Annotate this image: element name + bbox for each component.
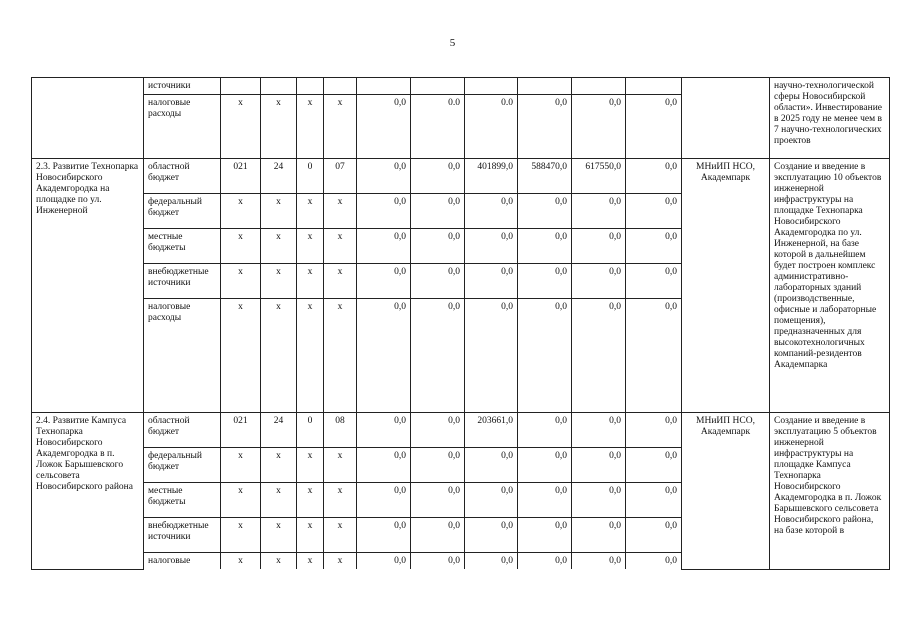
amount-cell: 0,0 bbox=[572, 518, 626, 553]
budget-code-cell: х bbox=[221, 299, 261, 413]
budget-code-cell: 021 bbox=[221, 413, 261, 448]
budget-code-cell: 24 bbox=[261, 159, 297, 194]
amount-cell: 0,0 bbox=[465, 299, 518, 413]
budget-code-cell: 0 bbox=[297, 413, 324, 448]
amount-cell: 0,0 bbox=[411, 229, 465, 264]
amount-cell: 0,0 bbox=[626, 483, 682, 518]
amount-cell: 0,0 bbox=[411, 413, 465, 448]
executor-cell: МНиИП НСО, Академпарк bbox=[682, 413, 770, 570]
amount-cell bbox=[411, 78, 465, 95]
budget-code-cell: х bbox=[324, 518, 357, 553]
funding-source: налоговые расходы bbox=[144, 95, 221, 159]
budget-code-cell: х bbox=[297, 229, 324, 264]
amount-cell: 0,0 bbox=[572, 483, 626, 518]
table-row bbox=[32, 413, 890, 448]
budget-code-cell: х bbox=[324, 299, 357, 413]
amount-cell: 0,0 bbox=[626, 159, 682, 194]
funding-table bbox=[31, 77, 890, 570]
budget-code-cell: х bbox=[261, 299, 297, 413]
expected-result-cell: научно-технологической сферы Новосибирской области». Инвестирование в 2025 году не менее чем в 7 научно-технологических проектов bbox=[770, 78, 890, 159]
amount-cell: 0,0 bbox=[465, 194, 518, 229]
table-row bbox=[32, 78, 890, 95]
executor-cell bbox=[682, 78, 770, 159]
amount-cell bbox=[518, 78, 572, 95]
budget-code-cell: х bbox=[261, 553, 297, 570]
funding-source: федеральный бюджет bbox=[144, 448, 221, 483]
funding-source: местные бюджеты bbox=[144, 229, 221, 264]
amount-cell: 0,0 bbox=[626, 553, 682, 570]
amount-cell: 0,0 bbox=[572, 553, 626, 570]
budget-code-cell: х bbox=[297, 299, 324, 413]
amount-cell: 0,0 bbox=[518, 518, 572, 553]
amount-cell: 0,0 bbox=[626, 518, 682, 553]
budget-code-cell: х bbox=[221, 518, 261, 553]
amount-cell: 0,0 bbox=[518, 229, 572, 264]
budget-code-cell bbox=[221, 78, 261, 95]
amount-cell: 0,0 bbox=[518, 194, 572, 229]
funding-source: налоговые расходы bbox=[144, 299, 221, 413]
amount-cell: 0,0 bbox=[518, 95, 572, 159]
budget-code-cell: 0 bbox=[297, 159, 324, 194]
budget-code-cell: х bbox=[261, 264, 297, 299]
amount-cell: 0,0 bbox=[357, 553, 411, 570]
budget-code-cell bbox=[261, 78, 297, 95]
budget-code-cell: х bbox=[261, 95, 297, 159]
budget-code-cell bbox=[324, 78, 357, 95]
table-row bbox=[32, 159, 890, 194]
amount-cell: 0,0 bbox=[411, 264, 465, 299]
funding-source: внебюджетные источники bbox=[144, 518, 221, 553]
amount-cell: 0,0 bbox=[357, 483, 411, 518]
budget-code-cell: х bbox=[297, 483, 324, 518]
expected-result-cell: Создание и введение в эксплуатацию 10 объектов инженерной инфраструктуры на площадке Технопарка Новосибирского Академгородка по ул. Инженерной, на базе которой в дальнейшем будет построен комплекс административно-лабораторных зданий (производственные, офисные и лабораторные помещения), предназначенных для высокотехнологичных компаний-резидентов Академпарка bbox=[770, 159, 890, 413]
amount-cell: 0,0 bbox=[411, 159, 465, 194]
amount-cell: 0,0 bbox=[465, 264, 518, 299]
amount-cell: 0,0 bbox=[626, 299, 682, 413]
amount-cell: 203661,0 bbox=[465, 413, 518, 448]
budget-code-cell: 24 bbox=[261, 413, 297, 448]
budget-code-cell: х bbox=[324, 553, 357, 570]
funding-source: налоговые bbox=[144, 553, 221, 570]
amount-cell: 0,0 bbox=[572, 264, 626, 299]
budget-code-cell: х bbox=[261, 483, 297, 518]
amount-cell: 401899,0 bbox=[465, 159, 518, 194]
amount-cell: 588470,0 bbox=[518, 159, 572, 194]
amount-cell: 0,0 bbox=[357, 159, 411, 194]
amount-cell: 0,0 bbox=[572, 448, 626, 483]
budget-code-cell: х bbox=[221, 95, 261, 159]
budget-code-cell: х bbox=[324, 448, 357, 483]
executor-cell: МНиИП НСО, Академпарк bbox=[682, 159, 770, 413]
budget-code-cell: х bbox=[297, 553, 324, 570]
amount-cell bbox=[572, 78, 626, 95]
budget-code-cell: х bbox=[221, 264, 261, 299]
amount-cell: 0,0 bbox=[465, 553, 518, 570]
amount-cell: 0.0 bbox=[411, 95, 465, 159]
amount-cell: 0,0 bbox=[357, 229, 411, 264]
amount-cell: 0,0 bbox=[626, 229, 682, 264]
page-number: 5 bbox=[449, 37, 456, 49]
amount-cell: 0,0 bbox=[357, 194, 411, 229]
amount-cell: 0,0 bbox=[626, 194, 682, 229]
budget-code-cell: х bbox=[261, 194, 297, 229]
budget-code-cell: х bbox=[221, 194, 261, 229]
amount-cell: 0,0 bbox=[357, 264, 411, 299]
amount-cell: 0,0 bbox=[411, 518, 465, 553]
amount-cell: 0,0 bbox=[411, 553, 465, 570]
budget-code-cell: х bbox=[297, 95, 324, 159]
budget-code-cell: х bbox=[324, 194, 357, 229]
amount-cell: 0,0 bbox=[572, 299, 626, 413]
budget-code-cell: 08 bbox=[324, 413, 357, 448]
amount-cell: 0,0 bbox=[572, 229, 626, 264]
amount-cell: 0,0 bbox=[518, 448, 572, 483]
budget-code-cell: х bbox=[297, 518, 324, 553]
amount-cell: 0,0 bbox=[626, 95, 682, 159]
amount-cell bbox=[626, 78, 682, 95]
amount-cell: 0,0 bbox=[572, 95, 626, 159]
amount-cell bbox=[357, 78, 411, 95]
budget-code-cell: х bbox=[261, 229, 297, 264]
amount-cell: 0,0 bbox=[626, 448, 682, 483]
funding-source: областной бюджет bbox=[144, 413, 221, 448]
amount-cell: 0,0 bbox=[357, 413, 411, 448]
amount-cell: 0,0 bbox=[357, 95, 411, 159]
funding-source: областной бюджет bbox=[144, 159, 221, 194]
funding-source: внебюджетные источники bbox=[144, 264, 221, 299]
amount-cell: 0,0 bbox=[411, 448, 465, 483]
amount-cell: 0,0 bbox=[518, 299, 572, 413]
amount-cell: 0,0 bbox=[518, 553, 572, 570]
amount-cell: 0,0 bbox=[465, 483, 518, 518]
budget-code-cell bbox=[297, 78, 324, 95]
amount-cell: 0,0 bbox=[411, 483, 465, 518]
amount-cell: 0,0 bbox=[518, 264, 572, 299]
budget-code-cell: х bbox=[261, 518, 297, 553]
budget-code-cell: 021 bbox=[221, 159, 261, 194]
amount-cell bbox=[465, 78, 518, 95]
funding-source: федеральный бюджет bbox=[144, 194, 221, 229]
amount-cell: 0,0 bbox=[411, 299, 465, 413]
amount-cell: 0,0 bbox=[465, 518, 518, 553]
budget-code-cell: х bbox=[324, 483, 357, 518]
budget-code-cell: 07 bbox=[324, 159, 357, 194]
amount-cell: 0,0 bbox=[357, 518, 411, 553]
amount-cell: 0,0 bbox=[465, 229, 518, 264]
budget-code-cell: х bbox=[324, 264, 357, 299]
budget-code-cell: х bbox=[221, 448, 261, 483]
amount-cell: 0,0 bbox=[465, 448, 518, 483]
budget-code-cell: х bbox=[261, 448, 297, 483]
amount-cell: 0.0 bbox=[465, 95, 518, 159]
budget-code-cell: х bbox=[221, 553, 261, 570]
amount-cell: 0,0 bbox=[572, 413, 626, 448]
amount-cell: 0,0 bbox=[411, 194, 465, 229]
amount-cell: 0,0 bbox=[518, 483, 572, 518]
budget-code-cell: х bbox=[324, 229, 357, 264]
budget-code-cell: х bbox=[297, 448, 324, 483]
measure-name: 2.4. Развитие Кампуса Технопарка Новосибирского Академгородка в п. Ложок Барышевского сельсовета Новосибирского района bbox=[32, 413, 144, 570]
amount-cell: 0,0 bbox=[572, 194, 626, 229]
amount-cell: 617550,0 bbox=[572, 159, 626, 194]
amount-cell: 0,0 bbox=[626, 264, 682, 299]
expected-result-cell: Создание и введение в эксплуатацию 5 объектов инженерной инфраструктуры на площадке Кампуса Технопарка Новосибирского Академгородка в п. Ложок Барышевского сельсовета Новосибирского района, на базе которой в bbox=[770, 413, 890, 570]
budget-code-cell: х bbox=[324, 95, 357, 159]
measure-name: 2.3. Развитие Технопарка Новосибирского Академгородка на площадке по ул. Инженерной bbox=[32, 159, 144, 413]
amount-cell: 0,0 bbox=[357, 448, 411, 483]
amount-cell: 0,0 bbox=[626, 413, 682, 448]
amount-cell: 0,0 bbox=[357, 299, 411, 413]
budget-code-cell: х bbox=[221, 229, 261, 264]
amount-cell: 0,0 bbox=[518, 413, 572, 448]
measure-name bbox=[32, 78, 144, 159]
budget-code-cell: х bbox=[221, 483, 261, 518]
funding-source: источники bbox=[144, 78, 221, 95]
budget-code-cell: х bbox=[297, 194, 324, 229]
funding-source: местные бюджеты bbox=[144, 483, 221, 518]
budget-code-cell: х bbox=[297, 264, 324, 299]
